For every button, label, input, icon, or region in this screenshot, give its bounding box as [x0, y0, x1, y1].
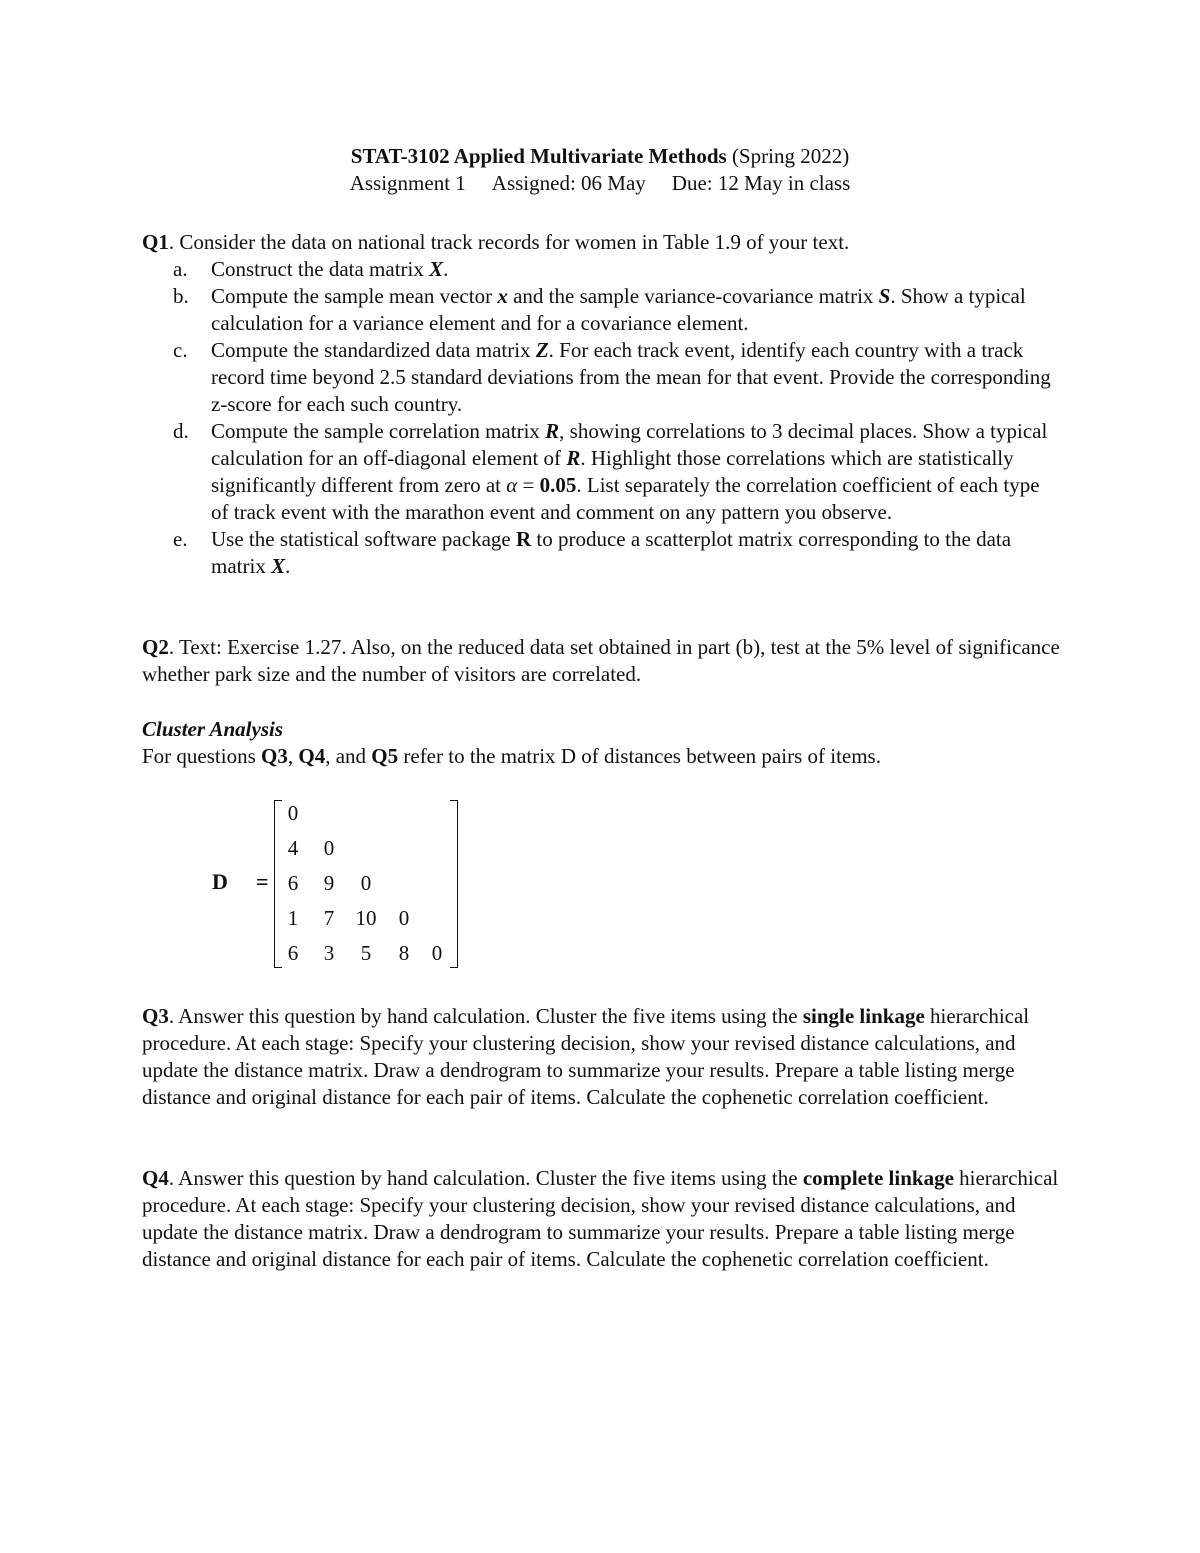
part-text: . For each track event, identify each country with a track record time beyond 2.5 standard deviations from the mean for that event. Provide the corresponding z-score for each such country.: [211, 338, 1051, 416]
matrix-cell: 1: [287, 906, 299, 930]
symbol-r: R: [566, 446, 581, 470]
question-3-text: hierarchical procedure. At each stage: Specify your clustering decision, show your revised distance calculations, and update the distance matrix. Draw a dendrogram to summarize your results. Prepare a table listing merge distance and original distance for each pair of items. Calculate the cophenetic correlation coefficient.: [142, 1004, 1030, 1109]
question-1-part-a: [142, 256, 1062, 283]
equals-sign: =: [517, 473, 540, 497]
question-3-label: Q3: [142, 1004, 169, 1028]
question-1-intro: [142, 229, 1062, 256]
matrix-cell: 4: [287, 836, 299, 860]
question-2: [142, 634, 1067, 688]
question-2-text: . Text: Exercise 1.27. Also, on the reduced data set obtained in part (b), test at the 5% level of significance whether park size and the number of visitors are correlated.: [142, 635, 1060, 686]
part-letter: a.: [173, 257, 188, 281]
due-date: Due: 12 May in class: [671, 171, 851, 195]
matrix-cell: 5: [360, 941, 372, 965]
part-text: Compute the sample mean vector: [211, 284, 498, 308]
matrix-cell: 10: [355, 906, 377, 930]
course-title: STAT-3102 Applied Multivariate Methods: [350, 144, 727, 168]
document-header: [0, 143, 1200, 197]
matrix-cell: 6: [287, 871, 299, 895]
distance-matrix: [212, 796, 472, 972]
matrix-cell: 9: [323, 871, 335, 895]
question-1-part-e: [142, 526, 1062, 580]
question-1-text: . Consider the data on national track records for women in Table 1.9 of your text.: [168, 230, 850, 254]
assigned-date: Assigned: 06 May: [491, 171, 646, 195]
part-text: Use the statistical software package: [211, 527, 516, 551]
part-text: , showing correlations to 3 decimal places. Show a typical calculation for an off-diagonal element of: [211, 419, 1048, 470]
symbol-d: D: [560, 744, 576, 768]
intro-text: refer to the matrix: [398, 744, 561, 768]
matrix-cell: 0: [287, 801, 299, 825]
course-term: (Spring 2022): [726, 144, 850, 168]
intro-text: of distances between pairs of items.: [575, 744, 881, 768]
question-4-label: Q4: [142, 1166, 169, 1190]
assignment-info-line: [0, 170, 1200, 197]
question-1-label: Q1: [142, 230, 169, 254]
matrix-label: D: [212, 869, 228, 894]
matrix-equals: =: [256, 869, 269, 894]
matrix-cell: 8: [398, 941, 410, 965]
symbol-s: S: [878, 284, 891, 308]
question-3-text: . Answer this question by hand calculation. Cluster the five items using the: [168, 1004, 803, 1028]
matrix-cell: 6: [287, 941, 299, 965]
assignment-number: Assignment 1: [349, 171, 466, 195]
question-4-text: . Answer this question by hand calculation. Cluster the five items using the: [168, 1166, 803, 1190]
matrix-cell: 3: [323, 941, 335, 965]
ref-q5: Q5: [371, 744, 399, 768]
question-2-label: Q2: [142, 635, 169, 659]
intro-text: , and: [325, 744, 372, 768]
part-letter: e.: [173, 527, 188, 551]
symbol-alpha: α: [506, 473, 518, 497]
section-heading: [142, 716, 1067, 743]
symbol-x: X: [271, 554, 286, 578]
part-text: .: [285, 554, 291, 578]
question-1-part-d: [142, 418, 1062, 526]
question-1-part-b: [142, 283, 1062, 337]
intro-text: ,: [287, 744, 299, 768]
alpha-value: 0.05: [539, 473, 577, 497]
cluster-analysis-section: [142, 716, 1067, 770]
course-title-line: [0, 143, 1200, 170]
matrix-cell: 7: [323, 906, 335, 930]
intro-text: For questions: [142, 744, 262, 768]
matrix-cell: 0: [431, 941, 443, 965]
symbol-mean-vector: x: [497, 284, 508, 308]
part-text: Compute the standardized data matrix: [211, 338, 536, 362]
part-text: Compute the sample correlation matrix: [211, 419, 546, 443]
question-4-text: hierarchical procedure. At each stage: Specify your clustering decision, show your revised distance calculations, and update the distance matrix. Draw a dendrogram to summarize your results. Prepare a table listing merge distance and original distance for each pair of items. Calculate the cophenetic correlation coefficient.: [142, 1166, 1059, 1271]
part-text: . List separately the correlation coefficient of each type of track event with the marathon event and comment on any pattern you observe.: [211, 473, 1040, 524]
linkage-method: complete linkage: [802, 1166, 954, 1190]
matrix-cell: 0: [398, 906, 410, 930]
question-3: [142, 1003, 1067, 1111]
part-text: . Show a typical calculation for a variance element and for a covariance element.: [211, 284, 1026, 335]
linkage-method: single linkage: [802, 1004, 925, 1028]
symbol-r: R: [545, 419, 560, 443]
part-text: to produce a scatterplot matrix corresponding to the data matrix: [211, 527, 1012, 578]
symbol-x: X: [429, 257, 444, 281]
symbol-z: Z: [535, 338, 549, 362]
question-1-part-c: [142, 337, 1062, 418]
software-r: R: [515, 527, 532, 551]
question-1-parts: [142, 256, 1062, 580]
matrix-cell: 0: [360, 871, 372, 895]
section-intro: [142, 743, 1067, 770]
part-letter: d.: [173, 419, 189, 443]
ref-q3: Q3: [261, 744, 288, 768]
question-1: [142, 229, 1062, 580]
section-heading-text: Cluster Analysis: [142, 717, 284, 741]
ref-q4: Q4: [298, 744, 326, 768]
part-text: Construct the data matrix: [211, 257, 430, 281]
part-letter: c.: [173, 338, 188, 362]
question-4: [142, 1165, 1067, 1273]
part-letter: b.: [173, 284, 189, 308]
matrix-cell: 0: [323, 836, 335, 860]
part-text: .: [443, 257, 449, 281]
part-text: . Highlight those correlations which are statistically significantly different from zero at: [211, 446, 1014, 497]
part-text: and the sample variance-covariance matrix: [507, 284, 879, 308]
